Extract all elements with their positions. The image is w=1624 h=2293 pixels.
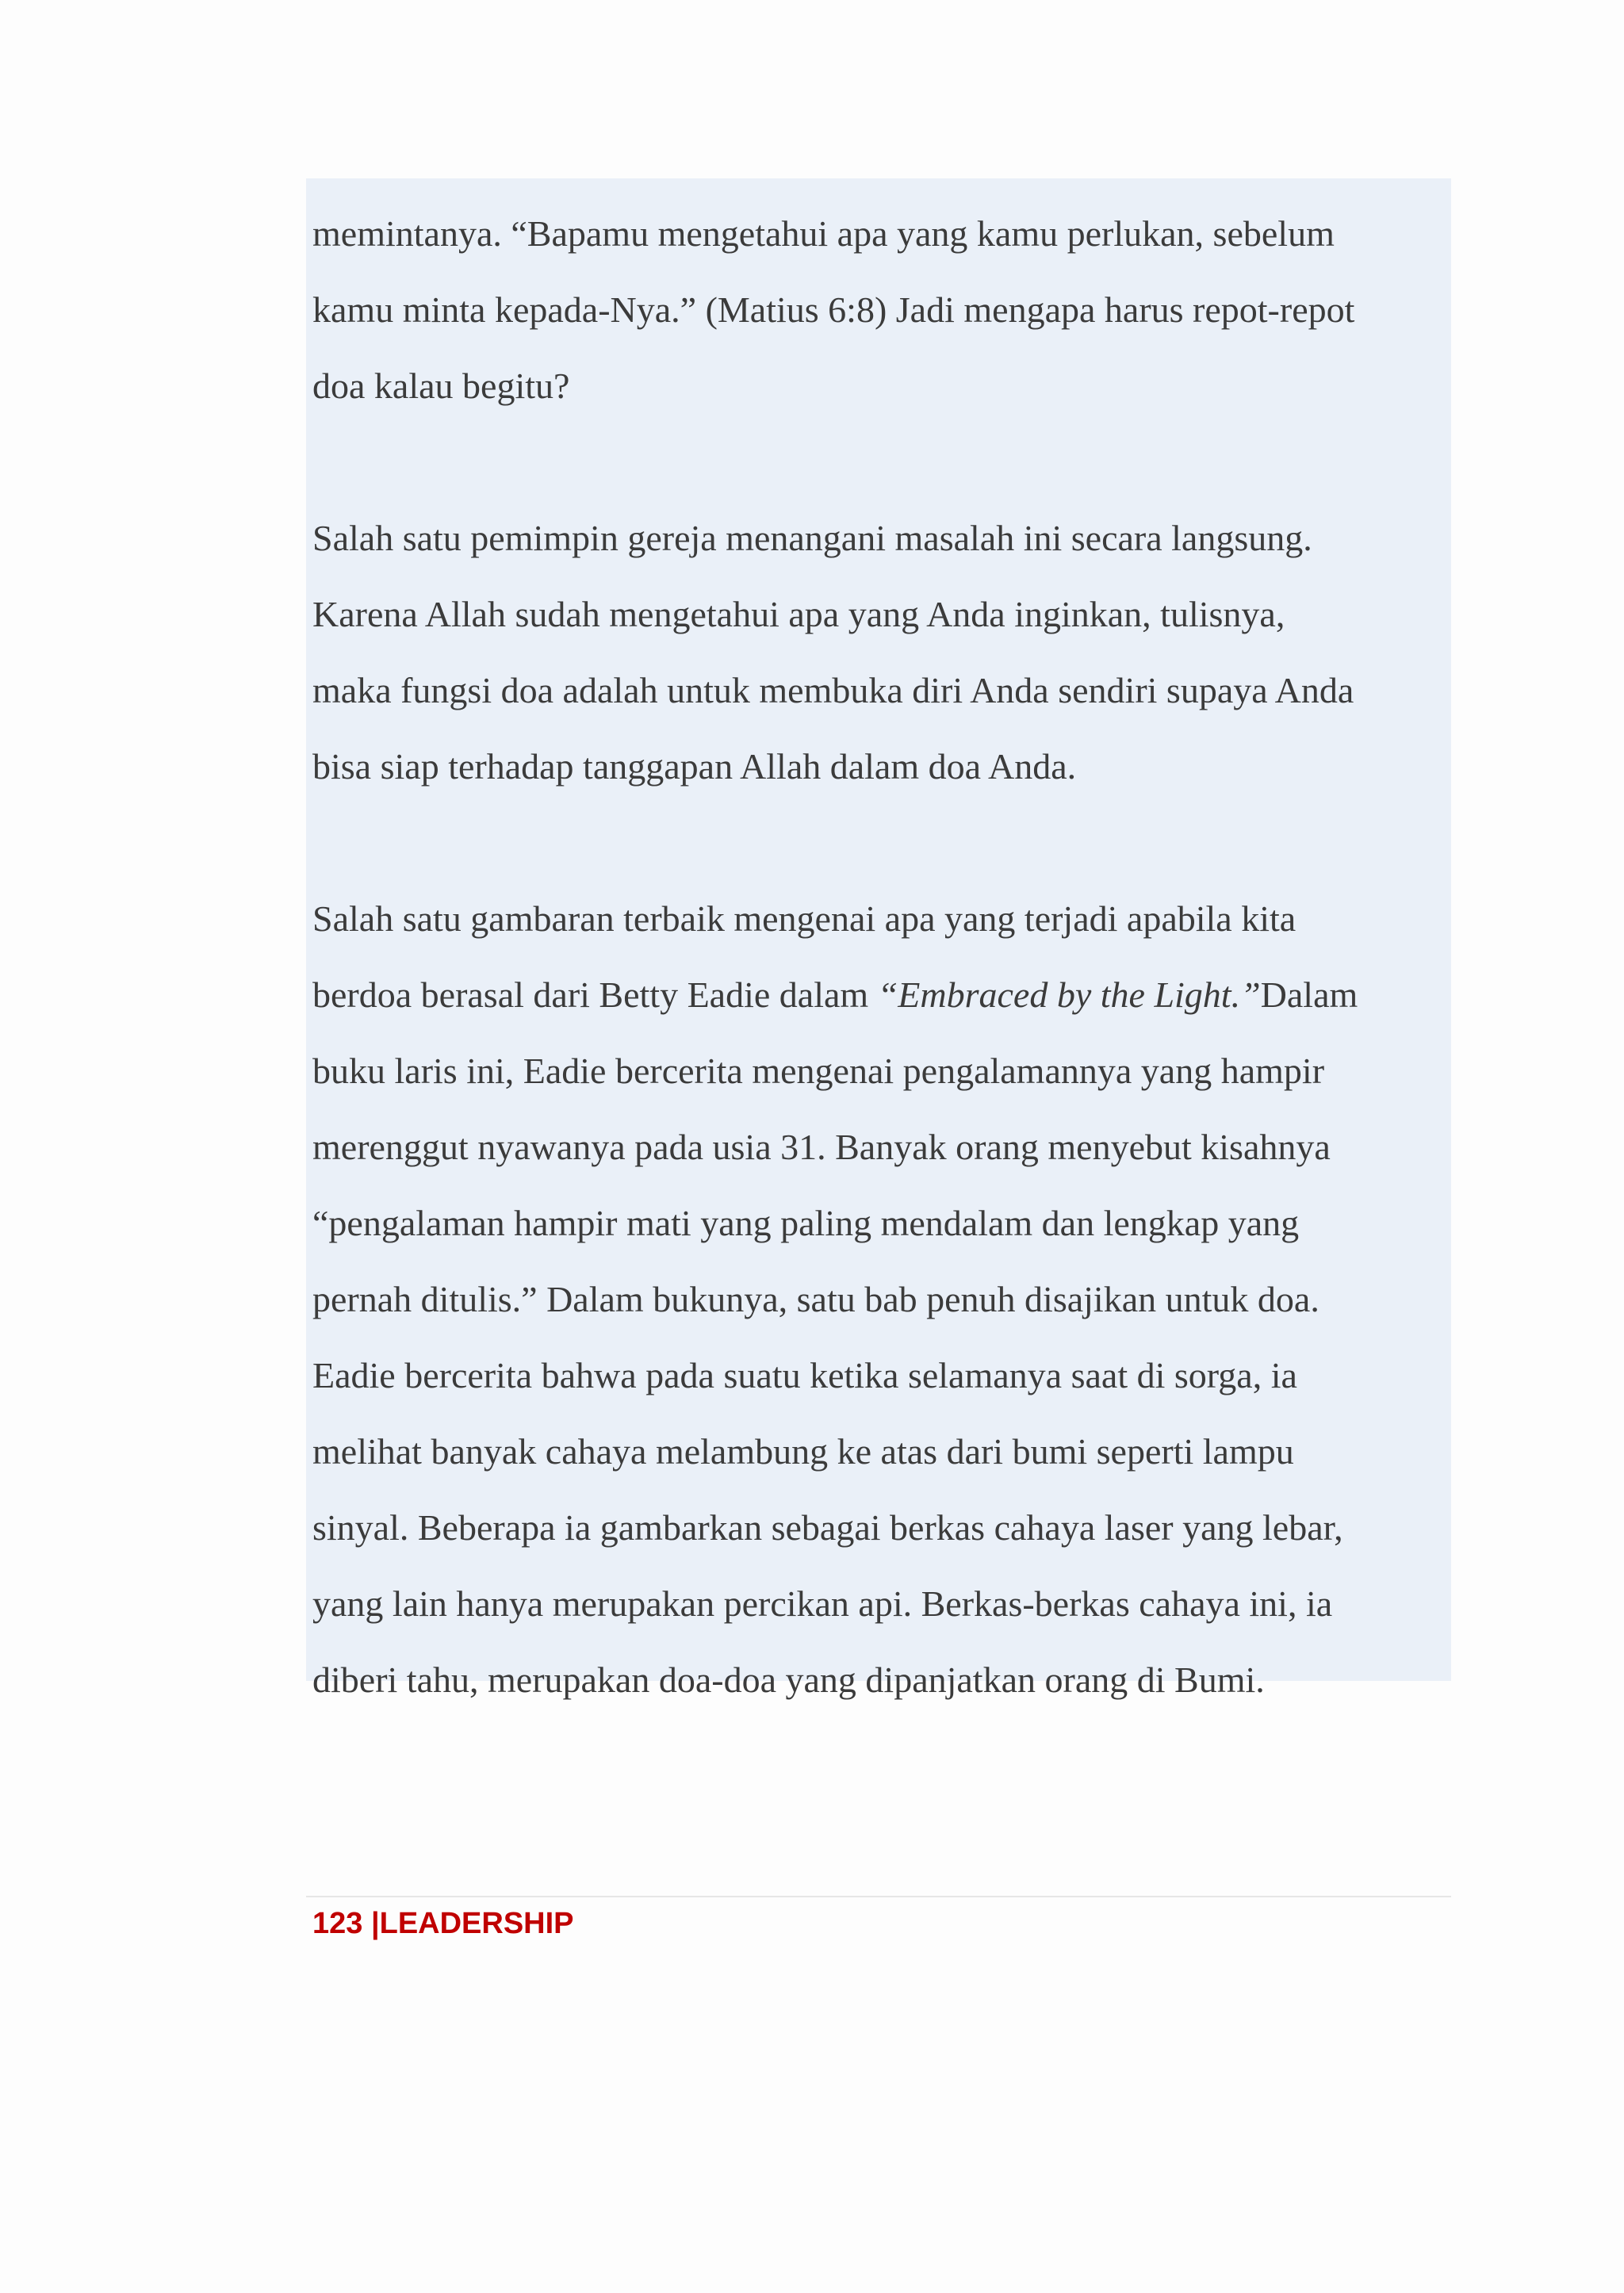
footer-separator: |	[362, 1907, 380, 1940]
text-line: Karena Allah sudah mengetahui apa yang Anda inginkan, tulisnya,	[312, 594, 1285, 634]
paragraph-spacer	[312, 424, 1451, 500]
text-line: sinyal. Beberapa ia gambarkan sebagai berkas cahaya laser yang lebar,	[312, 1507, 1343, 1548]
text-line: pernah ditulis.” Dalam bukunya, satu bab penuh disajikan untuk doa.	[312, 1279, 1320, 1319]
text-line: buku laris ini, Eadie bercerita mengenai pengalamannya yang hampir	[312, 1051, 1325, 1091]
page-footer	[312, 1901, 574, 1946]
footer-section-title: LEADERSHIP	[379, 1907, 574, 1940]
book-title: “Embraced by the Light.”	[877, 974, 1261, 1015]
paragraph-2	[312, 500, 1451, 805]
page-number: 123	[312, 1907, 363, 1940]
text-fragment: Dalam	[1260, 974, 1358, 1015]
text-line: doa kalau begitu?	[312, 366, 570, 406]
footer-divider	[306, 1896, 1451, 1897]
text-line: melihat banyak cahaya melambung ke atas dari bumi seperti lampu	[312, 1431, 1294, 1472]
text-line: memintanya. “Bapamu mengetahui apa yang kamu perlukan, sebelum	[312, 213, 1335, 254]
text-line: yang lain hanya merupakan percikan api. Berkas-berkas cahaya ini, ia	[312, 1583, 1333, 1624]
text-line: diberi tahu, merupakan doa-doa yang dipanjatkan orang di Bumi.	[312, 1659, 1265, 1700]
text-line: Salah satu pemimpin gereja menangani masalah ini secara langsung.	[312, 518, 1312, 558]
highlighted-text-block	[306, 178, 1451, 1700]
text-line: Salah satu gambaran terbaik mengenai apa yang terjadi apabila kita	[312, 898, 1297, 939]
text-fragment: berdoa berasal dari Betty Eadie dalam	[312, 974, 878, 1015]
text-line: Eadie bercerita bahwa pada suatu ketika selamanya saat di sorga, ia	[312, 1355, 1297, 1395]
text-line-with-book-title	[312, 957, 1451, 1033]
paragraph-spacer	[312, 805, 1451, 881]
text-line: merenggut nyawanya pada usia 31. Banyak orang menyebut kisahnya	[312, 1127, 1331, 1167]
paragraph-1	[312, 196, 1451, 424]
text-line: kamu minta kepada-Nya.” (Matius 6:8) Jadi mengapa harus repot-repot	[312, 289, 1355, 330]
text-line: bisa siap terhadap tanggapan Allah dalam doa Anda.	[312, 746, 1077, 787]
text-line: “pengalaman hampir mati yang paling mendalam dan lengkap yang	[312, 1203, 1300, 1243]
paragraph-3	[312, 881, 1451, 1718]
text-line: maka fungsi doa adalah untuk membuka diri Anda sendiri supaya Anda	[312, 670, 1354, 710]
